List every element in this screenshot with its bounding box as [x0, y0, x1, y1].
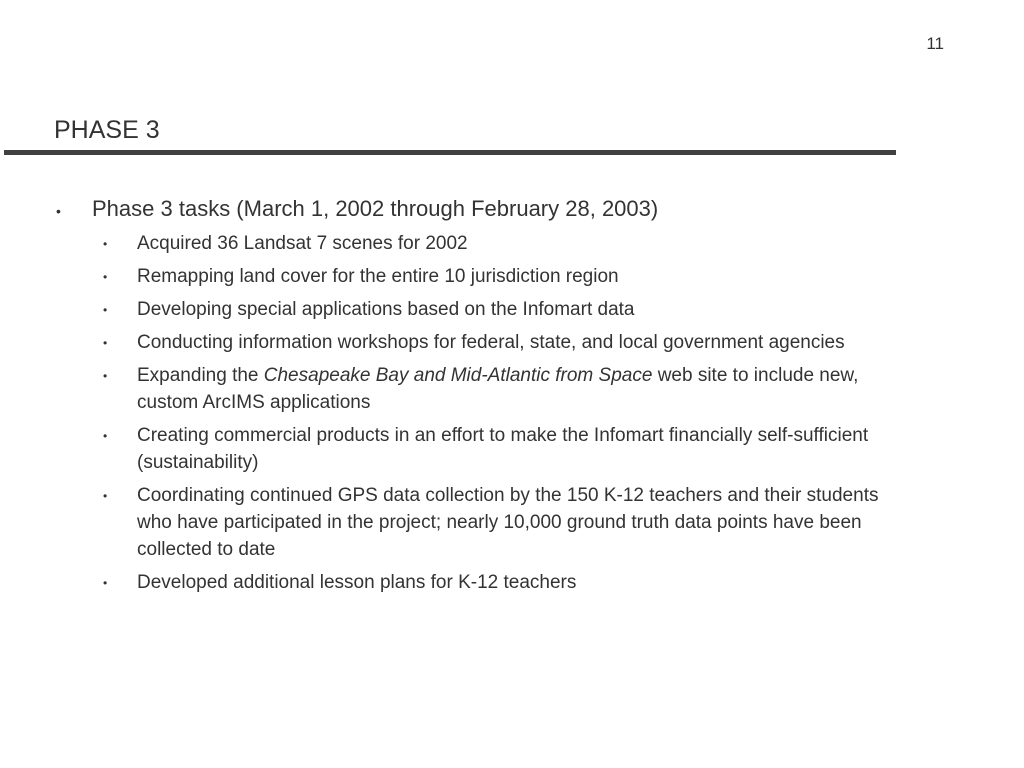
- bullet-icon: •: [103, 576, 108, 590]
- sub-bullet-item: [56, 296, 896, 323]
- sub-bullet-text: Creating commercial products in an effort to make the Infomart financially self-sufficient (sustainability): [137, 425, 869, 473]
- sub-bullet-text: [137, 365, 858, 413]
- sub-bullet-text: Remapping land cover for the entire 10 jurisdiction region: [137, 266, 619, 287]
- bullet-icon: •: [56, 203, 61, 219]
- sub-bullet-text: Acquired 36 Landsat 7 scenes for 2002: [137, 233, 468, 254]
- sub-bullet-item: [56, 230, 896, 257]
- sub-bullet-text: Conducting information workshops for federal, state, and local government agencies: [137, 332, 845, 353]
- sub-bullet-item: [56, 422, 896, 476]
- sub-bullet-item: [56, 362, 896, 416]
- bullet-icon: •: [103, 369, 108, 383]
- slide-content: [56, 196, 896, 602]
- bullet-icon: •: [103, 429, 108, 443]
- bullet-icon: •: [103, 489, 108, 503]
- sub-bullet-text: Developed additional lesson plans for K-12 teachers: [137, 572, 577, 593]
- main-bullet-item: [56, 196, 896, 222]
- sub-bullet-text: Developing special applications based on the Infomart data: [137, 299, 635, 320]
- sub-bullet-item: [56, 263, 896, 290]
- sub-bullet-text-suffix: web site to include new, custom ArcIMS applications: [137, 365, 859, 413]
- sub-bullet-item: [56, 482, 896, 563]
- bullet-icon: •: [103, 270, 108, 284]
- slide-title: PHASE 3: [54, 116, 160, 144]
- sub-bullet-item: [56, 329, 896, 356]
- sub-bullet-text-prefix: Expanding the: [137, 365, 264, 386]
- website-title: Chesapeake Bay and Mid-Atlantic from Space: [263, 365, 653, 386]
- bullet-icon: •: [103, 336, 108, 350]
- sub-bullet-list: [56, 230, 896, 596]
- bullet-icon: •: [103, 303, 108, 317]
- sub-bullet-item: [56, 569, 896, 596]
- sub-bullet-text: Coordinating continued GPS data collection by the 150 K-12 teachers and their students who have participated in the project; nearly 10,000 ground truth data points have been collected to date: [137, 485, 879, 560]
- bullet-icon: •: [103, 237, 108, 251]
- title-divider: [4, 150, 896, 155]
- page-number: 11: [926, 34, 944, 53]
- main-bullet-text: Phase 3 tasks (March 1, 2002 through February 28, 2003): [92, 196, 659, 221]
